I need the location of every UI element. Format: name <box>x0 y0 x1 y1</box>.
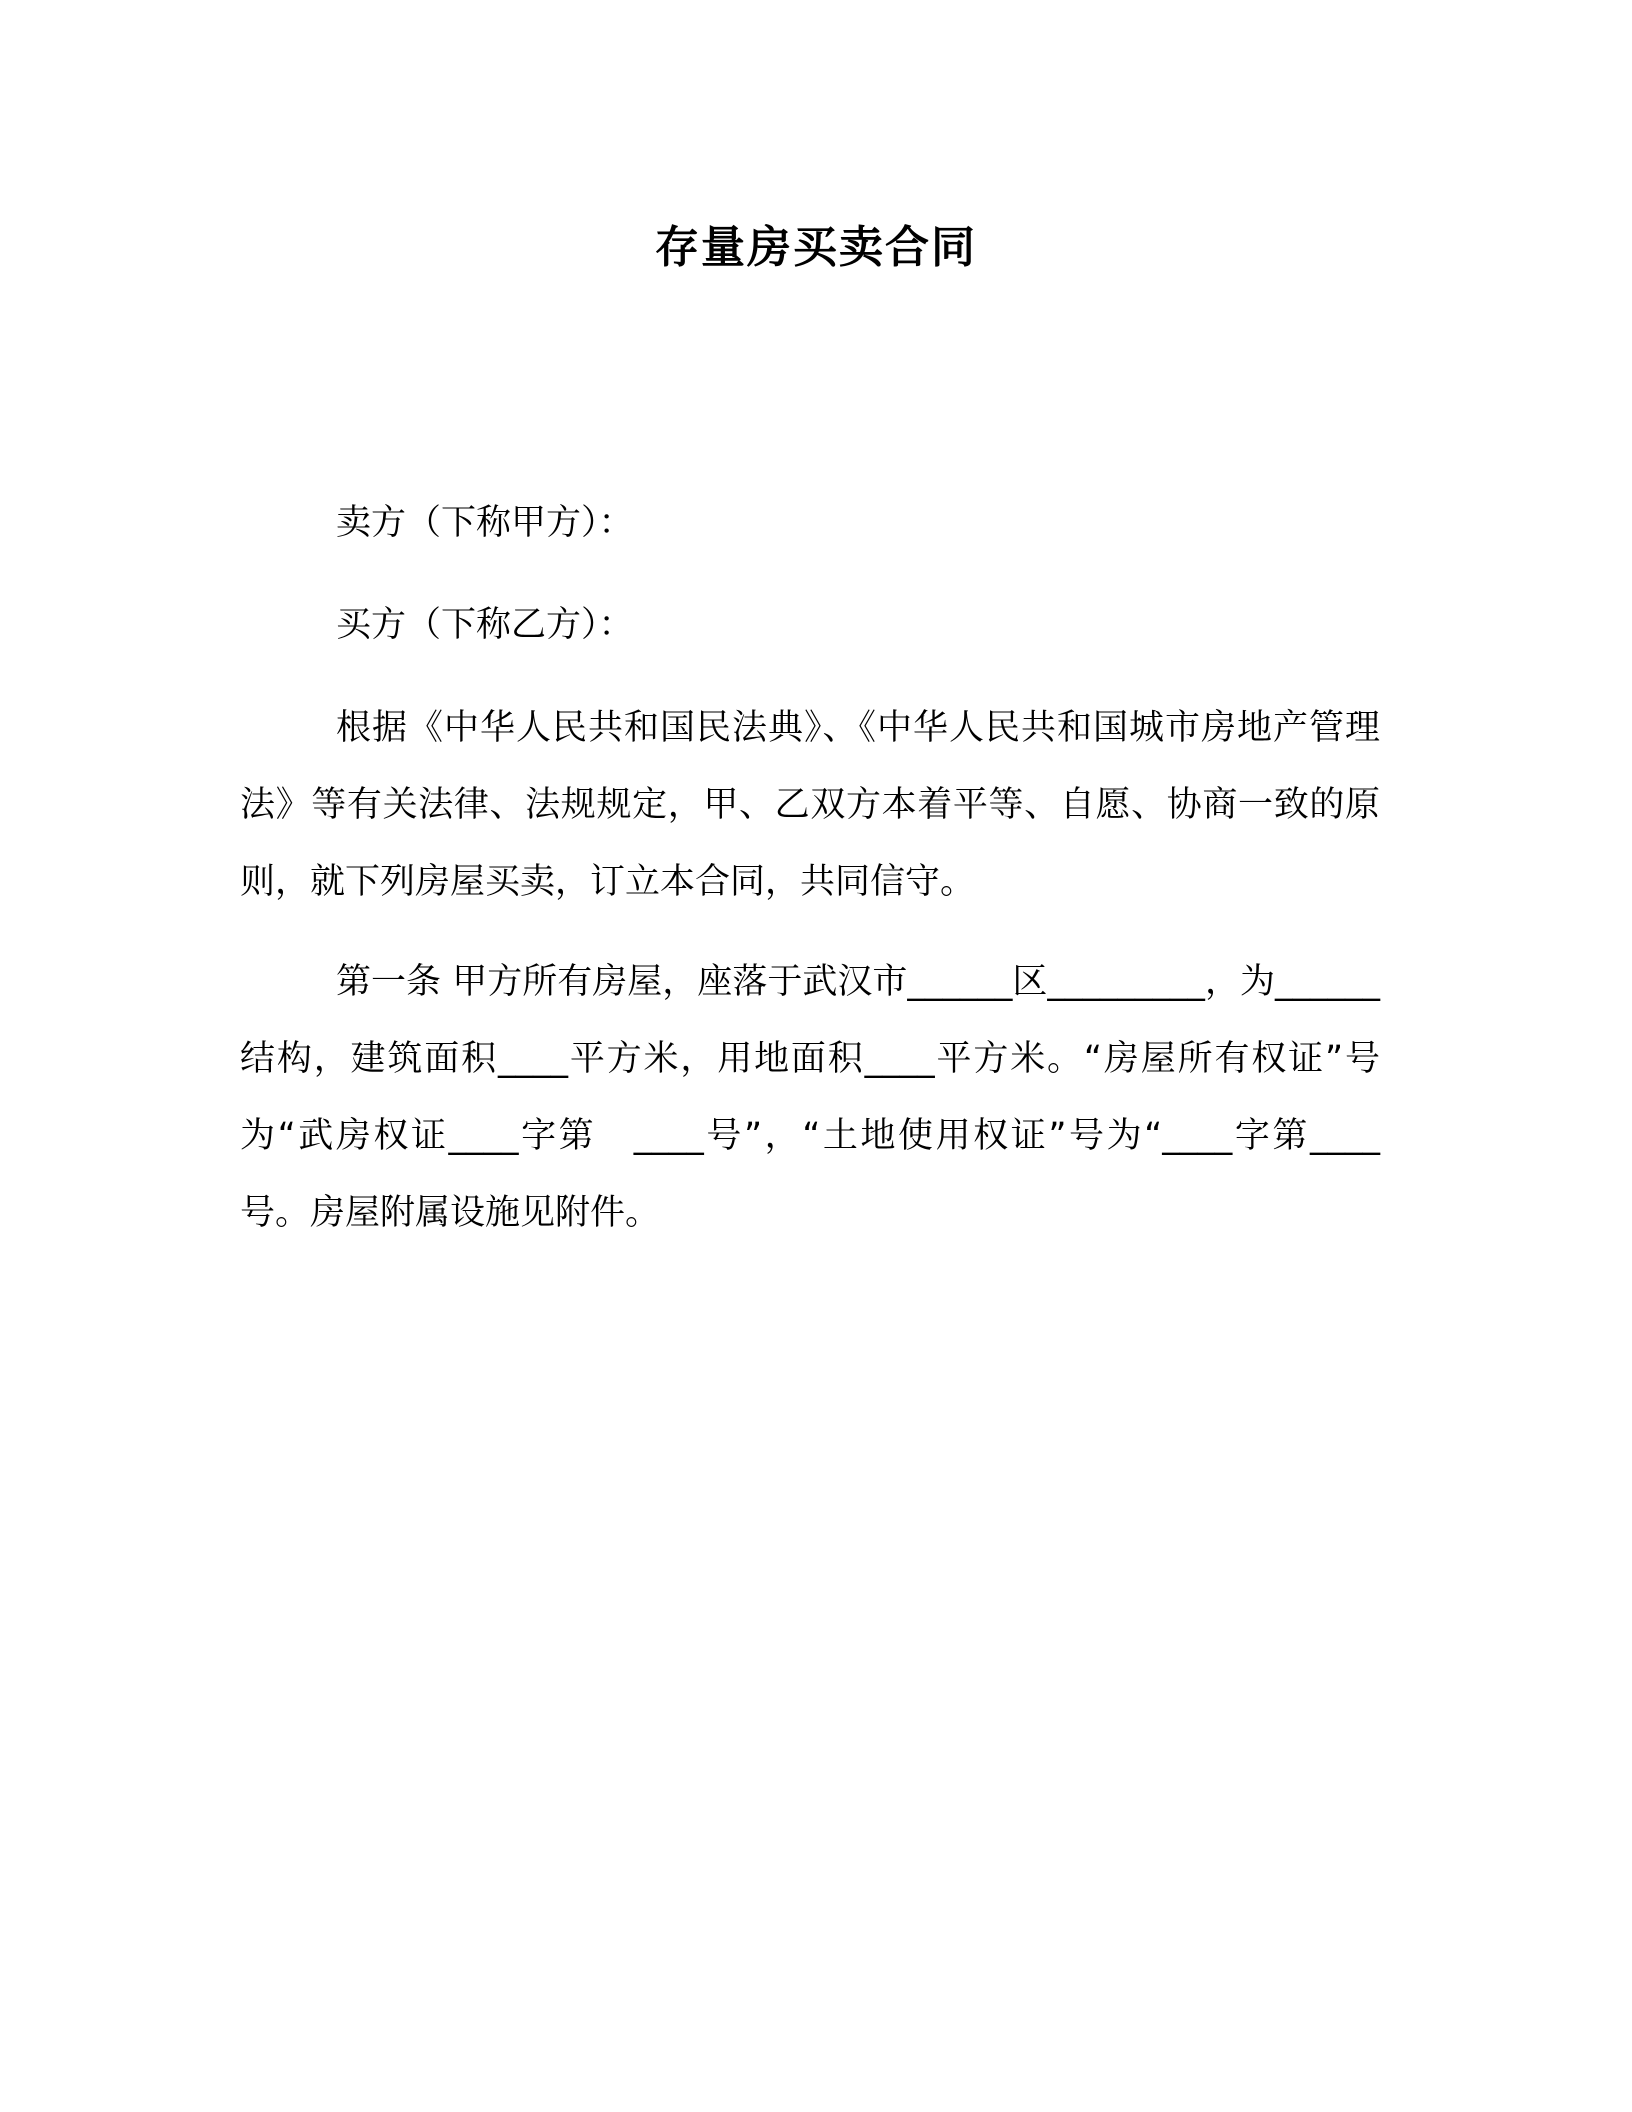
document-title: 存量房买卖合同 <box>655 222 977 273</box>
buyer-line: 买方（下称乙方）： <box>336 605 634 645</box>
article-1-paragraph: 第一条 甲方所有房屋，座落于武汉市______区_________，为______结构，建筑面积____平方米，用地面积____平方米。“房屋所有权证”号为“武房权证____字第 ____号”，“土地使用权证”号为“____字第____号。房屋附属设施见附件。 <box>240 962 1380 1233</box>
seller-line: 卖方（下称甲方）： <box>336 503 634 543</box>
preamble-paragraph: 根据《中华人民共和国民法典》、《中华人民共和国城市房地产管理法》等有关法律、法规规定，甲、乙双方本着平等、自愿、协商一致的原则，就下列房屋买卖，订立本合同，共同信守。 <box>240 708 1380 902</box>
